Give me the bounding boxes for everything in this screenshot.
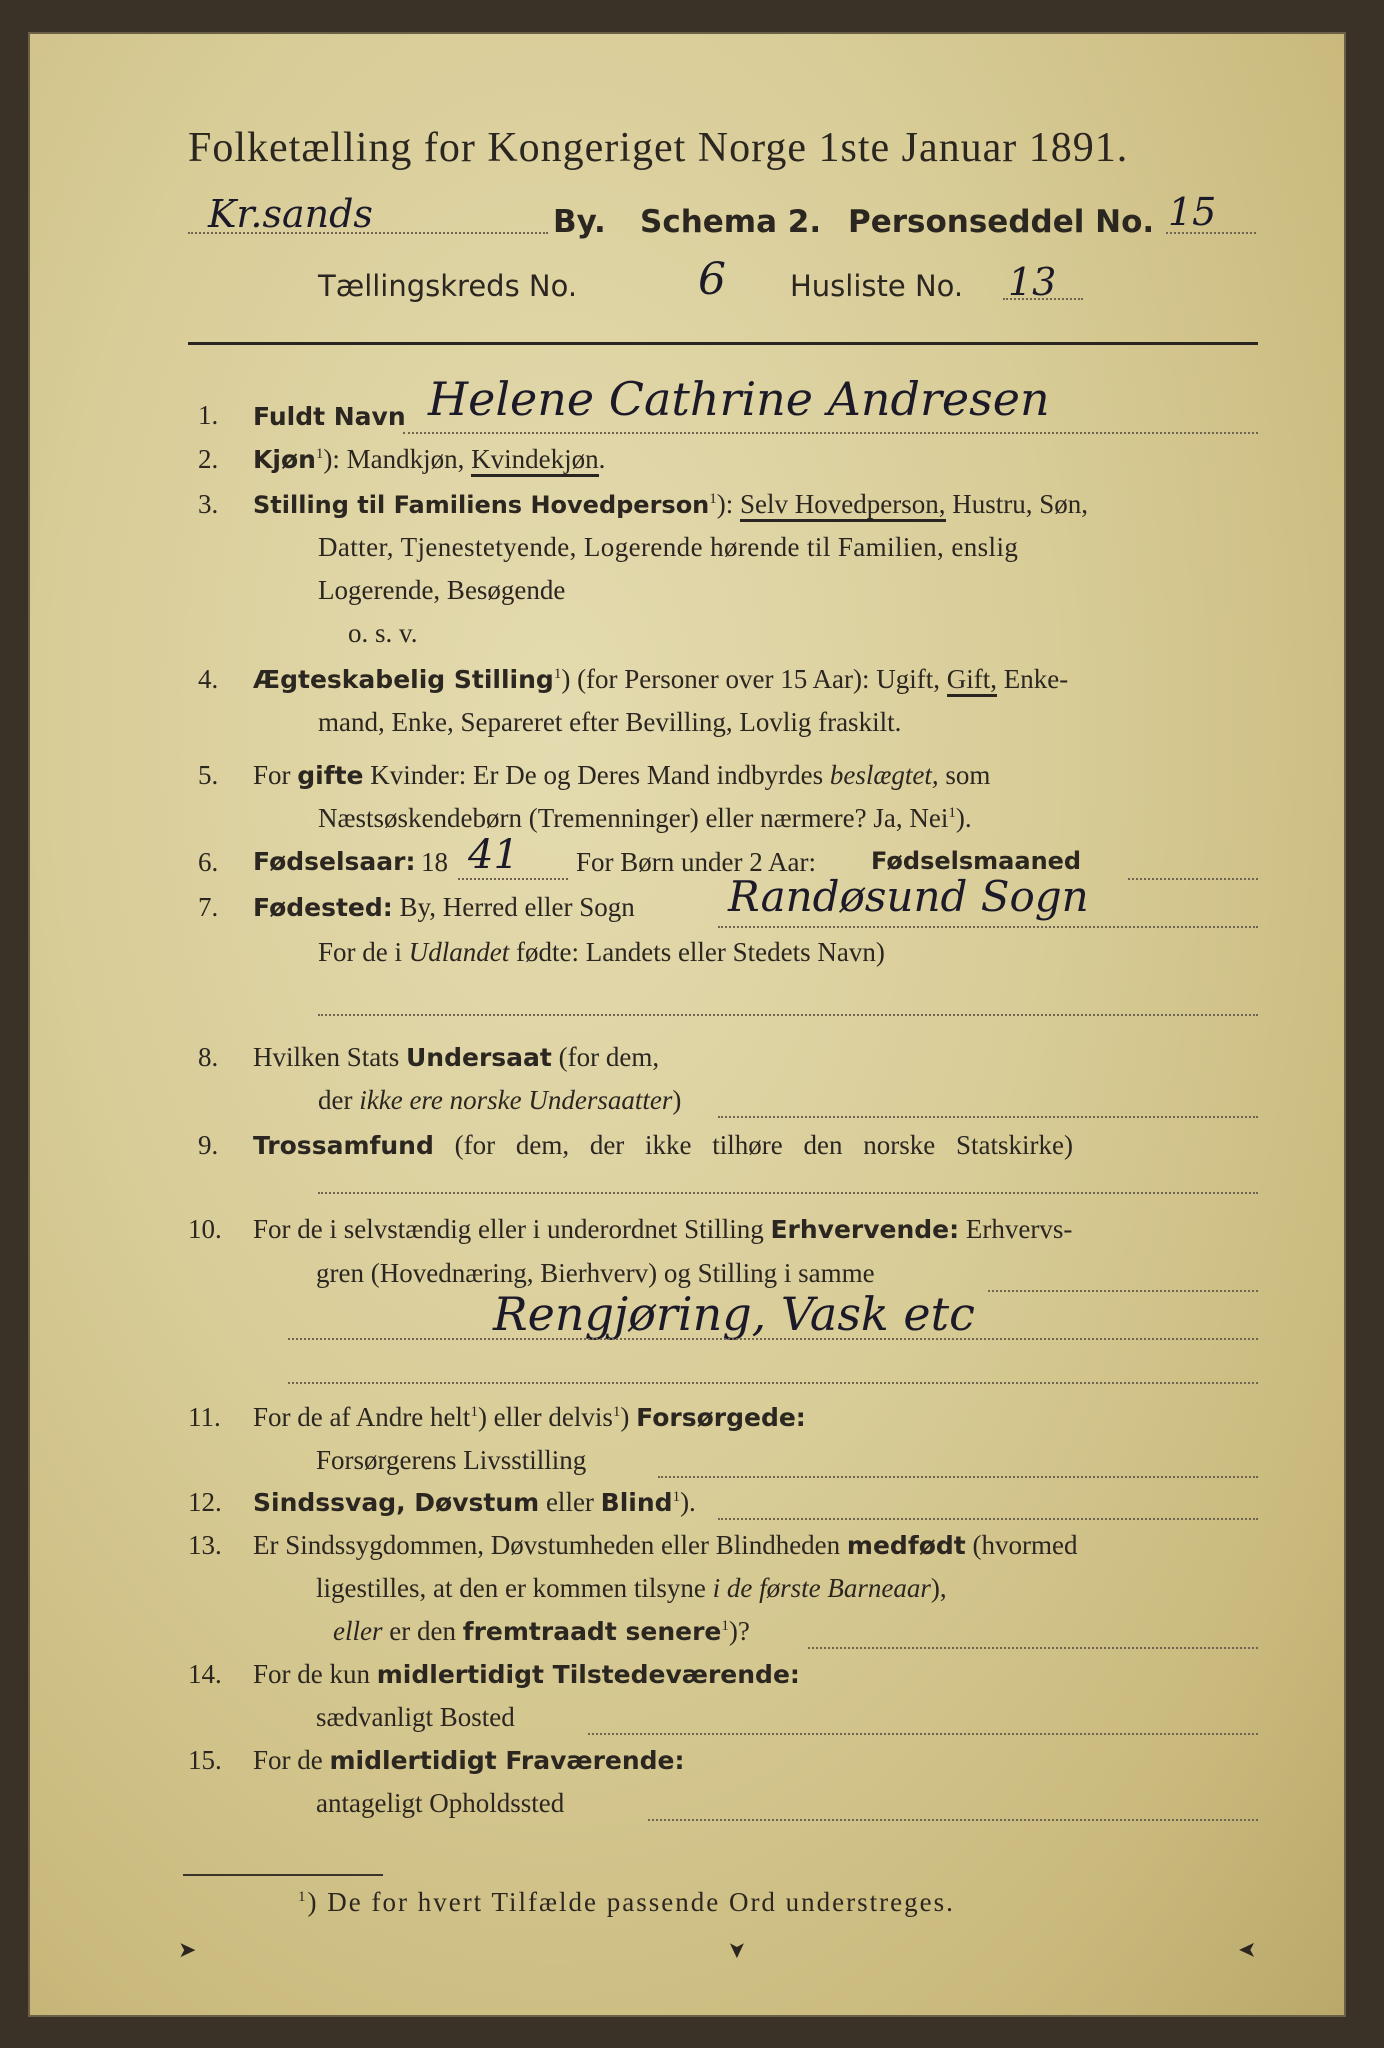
q7-text: By, Herred eller Sogn [392,892,635,922]
q8-number: 8. [198,1042,219,1072]
q2-label: Kjøn [253,445,316,474]
q2-sup: 1 [315,446,324,462]
q13-line3-text: er den [382,1616,463,1646]
corner-mark-right: ➤ [1238,1938,1257,1963]
q7-line2 [318,937,885,968]
q12-line [253,1487,696,1518]
q2-text-c: . [598,444,606,474]
form-title: Folketælling for Kongeriget Norge 1ste Januar 1891. [188,125,1129,171]
q8-line2-a: der [318,1085,360,1115]
corner-mark-left: ➤ [178,1937,197,1962]
q13-text: Er Sindssygdommen, Døvstumheden eller Blindheden [253,1530,847,1560]
q2-line [253,444,605,475]
q14-text: For de kun [253,1659,377,1689]
q14-label: midlertidigt Tilstedeværende: [376,1660,800,1689]
q13-line2-italic: i de første Barneaar [712,1573,931,1603]
q15-line2: antageligt Opholdssted [316,1788,565,1818]
q12-label2: Blind [600,1488,673,1517]
q10-text: For de i selvstændig eller i underordnet Stilling [253,1214,771,1244]
footnote-sup: 1 [298,1889,308,1905]
q10-label: Erhvervende: [770,1215,960,1244]
q4-number: 4. [198,664,219,694]
q7-dotted-line [718,926,1258,928]
q10-answer: Rengjøring, Vask etc [493,1287,975,1341]
q6-prefix: 18 [421,847,448,877]
q10-dotted-line-2 [288,1338,1258,1340]
center-mark: ➤ [725,1940,751,1960]
q13-text-end: (hvormed [965,1530,1078,1560]
q2-text-a: ): Mandkjøn, [323,444,472,474]
q3-line1 [253,489,1088,520]
q11-sup: 1 [470,1404,478,1420]
q12-number: 12. [188,1487,222,1517]
town-handwritten: Kr.sands [208,192,373,236]
q5-sup: 1 [948,805,956,821]
q5-label-b: gifte [297,761,364,790]
kreds-label: Tællingskreds No. [318,269,578,303]
q8-label-b: Undersaat [406,1043,552,1072]
q6-dotted-line [458,878,568,880]
personseddel-label: Personseddel No. [848,204,1155,240]
q11-label: Forsørgede: [636,1403,806,1432]
q3-line4: o. s. v. [348,618,418,648]
q5-line2-text: Næstsøskendebørn (Tremenninger) eller nærmere? Ja, Nei [318,803,949,833]
q7-line2-a: For de i [318,937,409,967]
q5-italic: beslægtet, [829,760,939,790]
q6-label: Fødselsaar: [253,847,416,876]
by-label: By. [553,204,606,240]
q11-text2: ) eller delvis [477,1402,613,1432]
q4-line2: mand, Enke, Separeret efter Bevilling, Lovlig fraskilt. [318,707,902,737]
q3-label: Stilling til Familiens Hovedperson [253,491,710,519]
q5-end: som [938,760,991,790]
q11-number: 11. [188,1402,221,1432]
q11-text: For de af Andre helt [253,1402,471,1432]
q6-answer: 41 [468,832,519,878]
q12-sup: 1 [672,1489,681,1505]
header-rule [188,342,1258,345]
q7-number: 7. [198,892,219,922]
q10-line2: gren (Hovednæring, Bierhverv) og Stilling i samme [316,1258,875,1288]
q4-line1 [253,664,1068,695]
q3-sup: 1 [709,491,717,507]
q6-label2: Fødselsmaaned [871,847,1082,875]
q5-line2-end: ). [955,803,972,833]
q13-line2-text: ligestilles, at den er kommen tilsyne [316,1573,713,1603]
q10-dotted-line-3 [288,1382,1258,1384]
q7-line1 [253,892,635,923]
q13-dotted-line [808,1647,1258,1649]
personseddel-number: 15 [1168,190,1217,234]
q1-label: Fuldt Navn [253,402,406,431]
husliste-dotted-line [1003,298,1083,300]
schema-label: Schema 2. [640,204,822,240]
q8-dotted-line [718,1116,1258,1118]
q7-dotted-line-2 [318,1014,1258,1016]
q13-line1 [253,1530,1077,1561]
q6-number: 6. [198,847,219,877]
q13-line2 [316,1573,947,1604]
q13-line3-label: fremtraadt senere [462,1617,722,1646]
q11-sup-2: 1 [612,1404,621,1420]
q15-text: For de [253,1745,330,1775]
q13-line3-italic: eller [333,1616,383,1646]
q1-answer: Helene Cathrine Andresen [428,372,1050,426]
q13-sup: 1 [721,1618,729,1634]
q11-line2: Forsørgerens Livsstilling [316,1445,587,1475]
q9-label: Trossamfund [253,1131,434,1160]
q1-number: 1. [198,400,219,430]
q9-line [253,1130,1073,1161]
q10-dotted-line [988,1290,1258,1292]
q14-dotted-line [588,1733,1258,1735]
q12-dotted-line [718,1518,1258,1520]
q4-label: Ægteskabelig Stilling [253,665,554,694]
q5-label-a: For [253,760,298,790]
q8-text: (for dem, [551,1042,660,1072]
q15-dotted-line [648,1819,1258,1821]
q13-line3 [333,1616,750,1647]
husliste-number: 13 [1008,260,1057,304]
q3-text-a: ): [716,489,741,519]
q2-kvindekjon: Kvindekjøn [471,444,599,477]
q8-line2-italic: ikke ere norske Undersaatter [359,1085,673,1115]
q4-text-c: Enke- [996,664,1069,694]
q8-line2 [318,1085,681,1116]
q10-number: 10. [188,1214,222,1244]
q11-line1 [253,1402,806,1433]
q5-text: Kvinder: Er De og Deres Mand indbyrdes [363,760,830,790]
q14-line2: sædvanligt Bosted [316,1702,515,1732]
q5-number: 5. [198,760,219,790]
q5-line1 [253,760,990,791]
q7-line2-b: fødte: Landets eller Stedets Navn) [509,937,885,967]
q11-text3: ) [620,1402,637,1432]
q7-line2-italic: Udlandet [408,937,510,967]
q9-dotted-line [318,1192,1258,1194]
q3-text-c: Hustru, Søn, [945,489,1089,519]
q8-label-a: Hvilken Stats [253,1042,406,1072]
q1-dotted-line [403,432,1258,434]
q9-number: 9. [198,1130,219,1160]
q4-text-a: ) (for Personer over 15 Aar): Ugift, [561,664,947,694]
footnote [298,1887,955,1918]
q7-answer: Randøsund Sogn [728,872,1089,921]
q15-label: midlertidigt Fraværende: [329,1746,685,1775]
q11-dotted-line [658,1476,1258,1478]
q3-line2: Datter, Tjenestetyende, Logerende hørende til Familien, enslig [318,532,1019,562]
q13-line3-end: )? [728,1616,750,1646]
q15-number: 15. [188,1745,222,1775]
q7-label: Fødested: [253,893,393,922]
census-form-card [28,32,1346,2017]
q6-text: For Børn under 2 Aar: [576,847,816,877]
q4-gift: Gift, [947,664,997,697]
q13-label: medfødt [846,1531,966,1560]
q15-line1 [253,1745,685,1776]
q3-line3: Logerende, Besøgende [318,575,566,605]
q10-line1 [253,1214,1072,1245]
kreds-number: 6 [698,254,726,305]
q14-line1 [253,1659,800,1690]
q10-text-end: Erhvervs- [959,1214,1073,1244]
footnote-rule [183,1874,383,1876]
q12-text: eller [539,1487,601,1517]
q13-number: 13. [188,1530,222,1560]
q5-line2 [318,803,972,834]
q3-number: 3. [198,489,219,519]
q8-line1 [253,1042,659,1073]
q3-selv-hovedperson: Selv Hovedperson, [740,489,945,522]
q12-end: ). [680,1487,696,1517]
q14-number: 14. [188,1659,222,1689]
husliste-label: Husliste No. [790,269,964,303]
q2-number: 2. [198,444,219,474]
footnote-text: ) De for hvert Tilfælde passende Ord understreges. [307,1887,955,1917]
q12-label: Sindssvag, Døvstum [253,1488,540,1517]
q8-line2-b: ) [672,1085,682,1115]
q9-text: (for dem, der ikke tilhøre den norske Statskirke) [433,1130,1073,1160]
q4-sup: 1 [553,666,562,682]
q6-dotted-line-2 [1128,878,1258,880]
q13-line2-end: ), [930,1573,947,1603]
